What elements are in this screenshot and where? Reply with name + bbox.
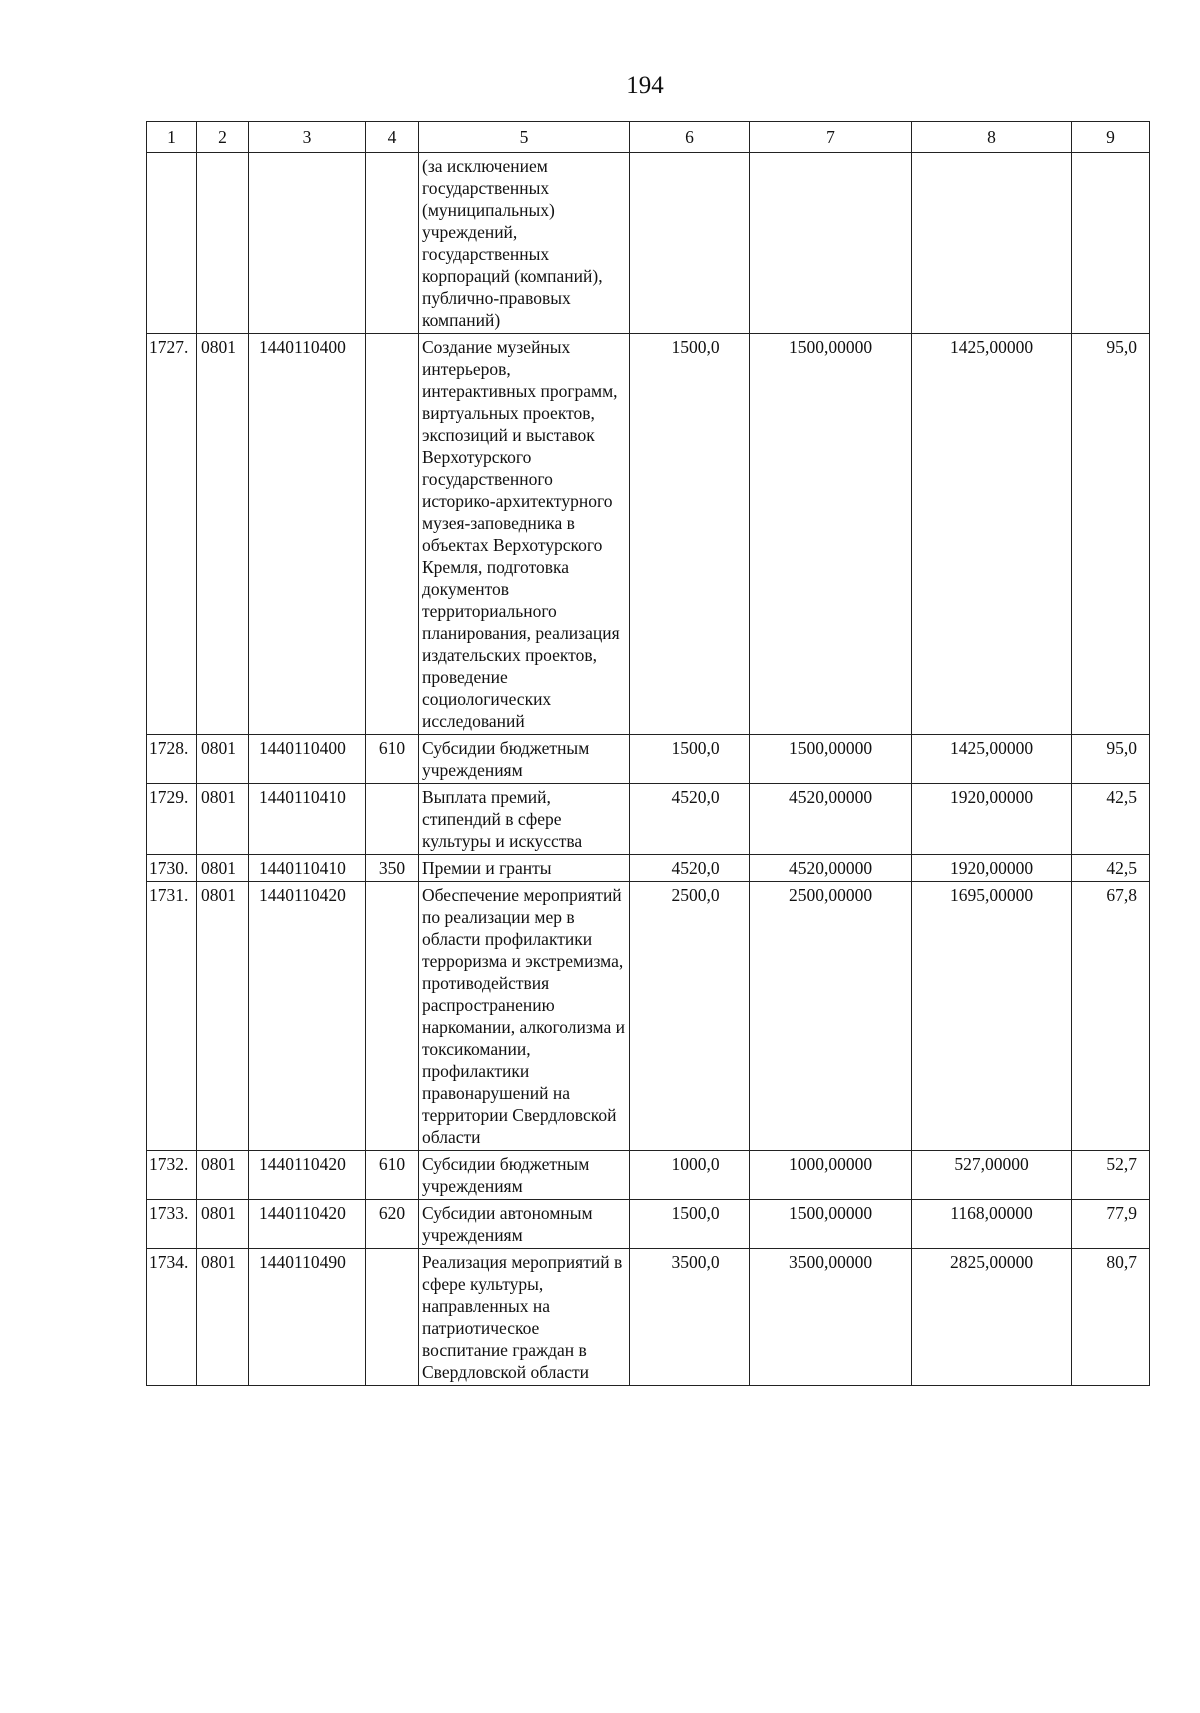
section-code: 0801 (197, 735, 249, 784)
value-col8: 527,00000 (912, 1151, 1072, 1200)
value-col7: 1500,00000 (750, 334, 912, 735)
value-col6 (630, 153, 750, 334)
value-col8 (912, 153, 1072, 334)
target-article-code: 1440110490 (249, 1249, 366, 1386)
value-col6: 1000,0 (630, 1151, 750, 1200)
row-number: 1729. (147, 784, 197, 855)
value-col7: 1000,00000 (750, 1151, 912, 1200)
column-header: 7 (750, 122, 912, 153)
item-name: Субсидии бюджетным учреждениям (419, 735, 630, 784)
budget-table (146, 121, 1150, 1386)
row-number: 1727. (147, 334, 197, 735)
value-col7: 4520,00000 (750, 855, 912, 882)
section-code: 0801 (197, 784, 249, 855)
target-article-code: 1440110420 (249, 1200, 366, 1249)
value-col7: 4520,00000 (750, 784, 912, 855)
item-name: Создание музейных интерьеров, интерактивных программ, виртуальных проектов, экспозиций и выставок Верхотурского государственного историко-архитектурного музея-заповедника в объектах Верхотурского Кремля, подготовка документов территориального планирования, реализация издательских проектов, проведение социологических исследований (419, 334, 630, 735)
value-col8: 1920,00000 (912, 855, 1072, 882)
row-number: 1730. (147, 855, 197, 882)
target-article-code: 1440110420 (249, 882, 366, 1151)
value-col8: 1168,00000 (912, 1200, 1072, 1249)
column-header: 6 (630, 122, 750, 153)
target-article-code (249, 153, 366, 334)
row-number: 1731. (147, 882, 197, 1151)
value-col8: 1425,00000 (912, 735, 1072, 784)
expense-type-code: 620 (366, 1200, 419, 1249)
item-name: Субсидии автономным учреждениям (419, 1200, 630, 1249)
target-article-code: 1440110400 (249, 735, 366, 784)
expense-type-code (366, 882, 419, 1151)
value-col6: 1500,0 (630, 334, 750, 735)
expense-type-code: 610 (366, 735, 419, 784)
item-name: Премии и гранты (419, 855, 630, 882)
value-col9: 52,7 (1072, 1151, 1150, 1200)
expense-type-code: 350 (366, 855, 419, 882)
target-article-code: 1440110410 (249, 784, 366, 855)
table-row (147, 334, 1150, 735)
column-header: 5 (419, 122, 630, 153)
table-row (147, 1249, 1150, 1386)
target-article-code: 1440110400 (249, 334, 366, 735)
table-row (147, 855, 1150, 882)
value-col8: 2825,00000 (912, 1249, 1072, 1386)
value-col8: 1695,00000 (912, 882, 1072, 1151)
expense-type-code (366, 1249, 419, 1386)
value-col6: 4520,0 (630, 855, 750, 882)
section-code (197, 153, 249, 334)
item-name: Реализация мероприятий в сфере культуры, направленных на патриотическое воспитание граждан в Свердловской области (419, 1249, 630, 1386)
column-header: 3 (249, 122, 366, 153)
value-col9: 42,5 (1072, 855, 1150, 882)
expense-type-code (366, 334, 419, 735)
value-col7: 1500,00000 (750, 1200, 912, 1249)
header-row (147, 122, 1150, 153)
value-col7: 2500,00000 (750, 882, 912, 1151)
section-code: 0801 (197, 1249, 249, 1386)
item-name: (за исключением государственных (муниципальных) учреждений, государственных корпораций (компаний), публично-правовых компаний) (419, 153, 630, 334)
column-header: 8 (912, 122, 1072, 153)
value-col9: 77,9 (1072, 1200, 1150, 1249)
value-col6: 4520,0 (630, 784, 750, 855)
value-col6: 1500,0 (630, 1200, 750, 1249)
target-article-code: 1440110420 (249, 1151, 366, 1200)
column-header: 2 (197, 122, 249, 153)
value-col9 (1072, 153, 1150, 334)
table-row (147, 735, 1150, 784)
expense-type-code (366, 784, 419, 855)
section-code: 0801 (197, 882, 249, 1151)
value-col9: 67,8 (1072, 882, 1150, 1151)
page-number: 194 (626, 72, 664, 99)
value-col6: 2500,0 (630, 882, 750, 1151)
column-header: 4 (366, 122, 419, 153)
item-name: Субсидии бюджетным учреждениям (419, 1151, 630, 1200)
target-article-code: 1440110410 (249, 855, 366, 882)
value-col8: 1920,00000 (912, 784, 1072, 855)
value-col8: 1425,00000 (912, 334, 1072, 735)
value-col7: 3500,00000 (750, 1249, 912, 1386)
section-code: 0801 (197, 334, 249, 735)
expense-type-code: 610 (366, 1151, 419, 1200)
item-name: Выплата премий, стипендий в сфере культуры и искусства (419, 784, 630, 855)
row-number: 1732. (147, 1151, 197, 1200)
column-header: 1 (147, 122, 197, 153)
row-number (147, 153, 197, 334)
value-col9: 95,0 (1072, 334, 1150, 735)
value-col7: 1500,00000 (750, 735, 912, 784)
value-col9: 42,5 (1072, 784, 1150, 855)
item-name: Обеспечение мероприятий по реализации мер в области профилактики терроризма и экстремизма, противодействия распространению наркомании, алкоголизма и токсикомании, профилактики правонарушений на территории Свердловской области (419, 882, 630, 1151)
table-row (147, 153, 1150, 334)
table-row (147, 1200, 1150, 1249)
row-number: 1733. (147, 1200, 197, 1249)
value-col6: 1500,0 (630, 735, 750, 784)
section-code: 0801 (197, 1200, 249, 1249)
section-code: 0801 (197, 855, 249, 882)
expense-type-code (366, 153, 419, 334)
value-col7 (750, 153, 912, 334)
table-row (147, 882, 1150, 1151)
row-number: 1734. (147, 1249, 197, 1386)
table-row (147, 784, 1150, 855)
row-number: 1728. (147, 735, 197, 784)
column-header: 9 (1072, 122, 1150, 153)
value-col9: 95,0 (1072, 735, 1150, 784)
section-code: 0801 (197, 1151, 249, 1200)
value-col9: 80,7 (1072, 1249, 1150, 1386)
table-row (147, 1151, 1150, 1200)
value-col6: 3500,0 (630, 1249, 750, 1386)
